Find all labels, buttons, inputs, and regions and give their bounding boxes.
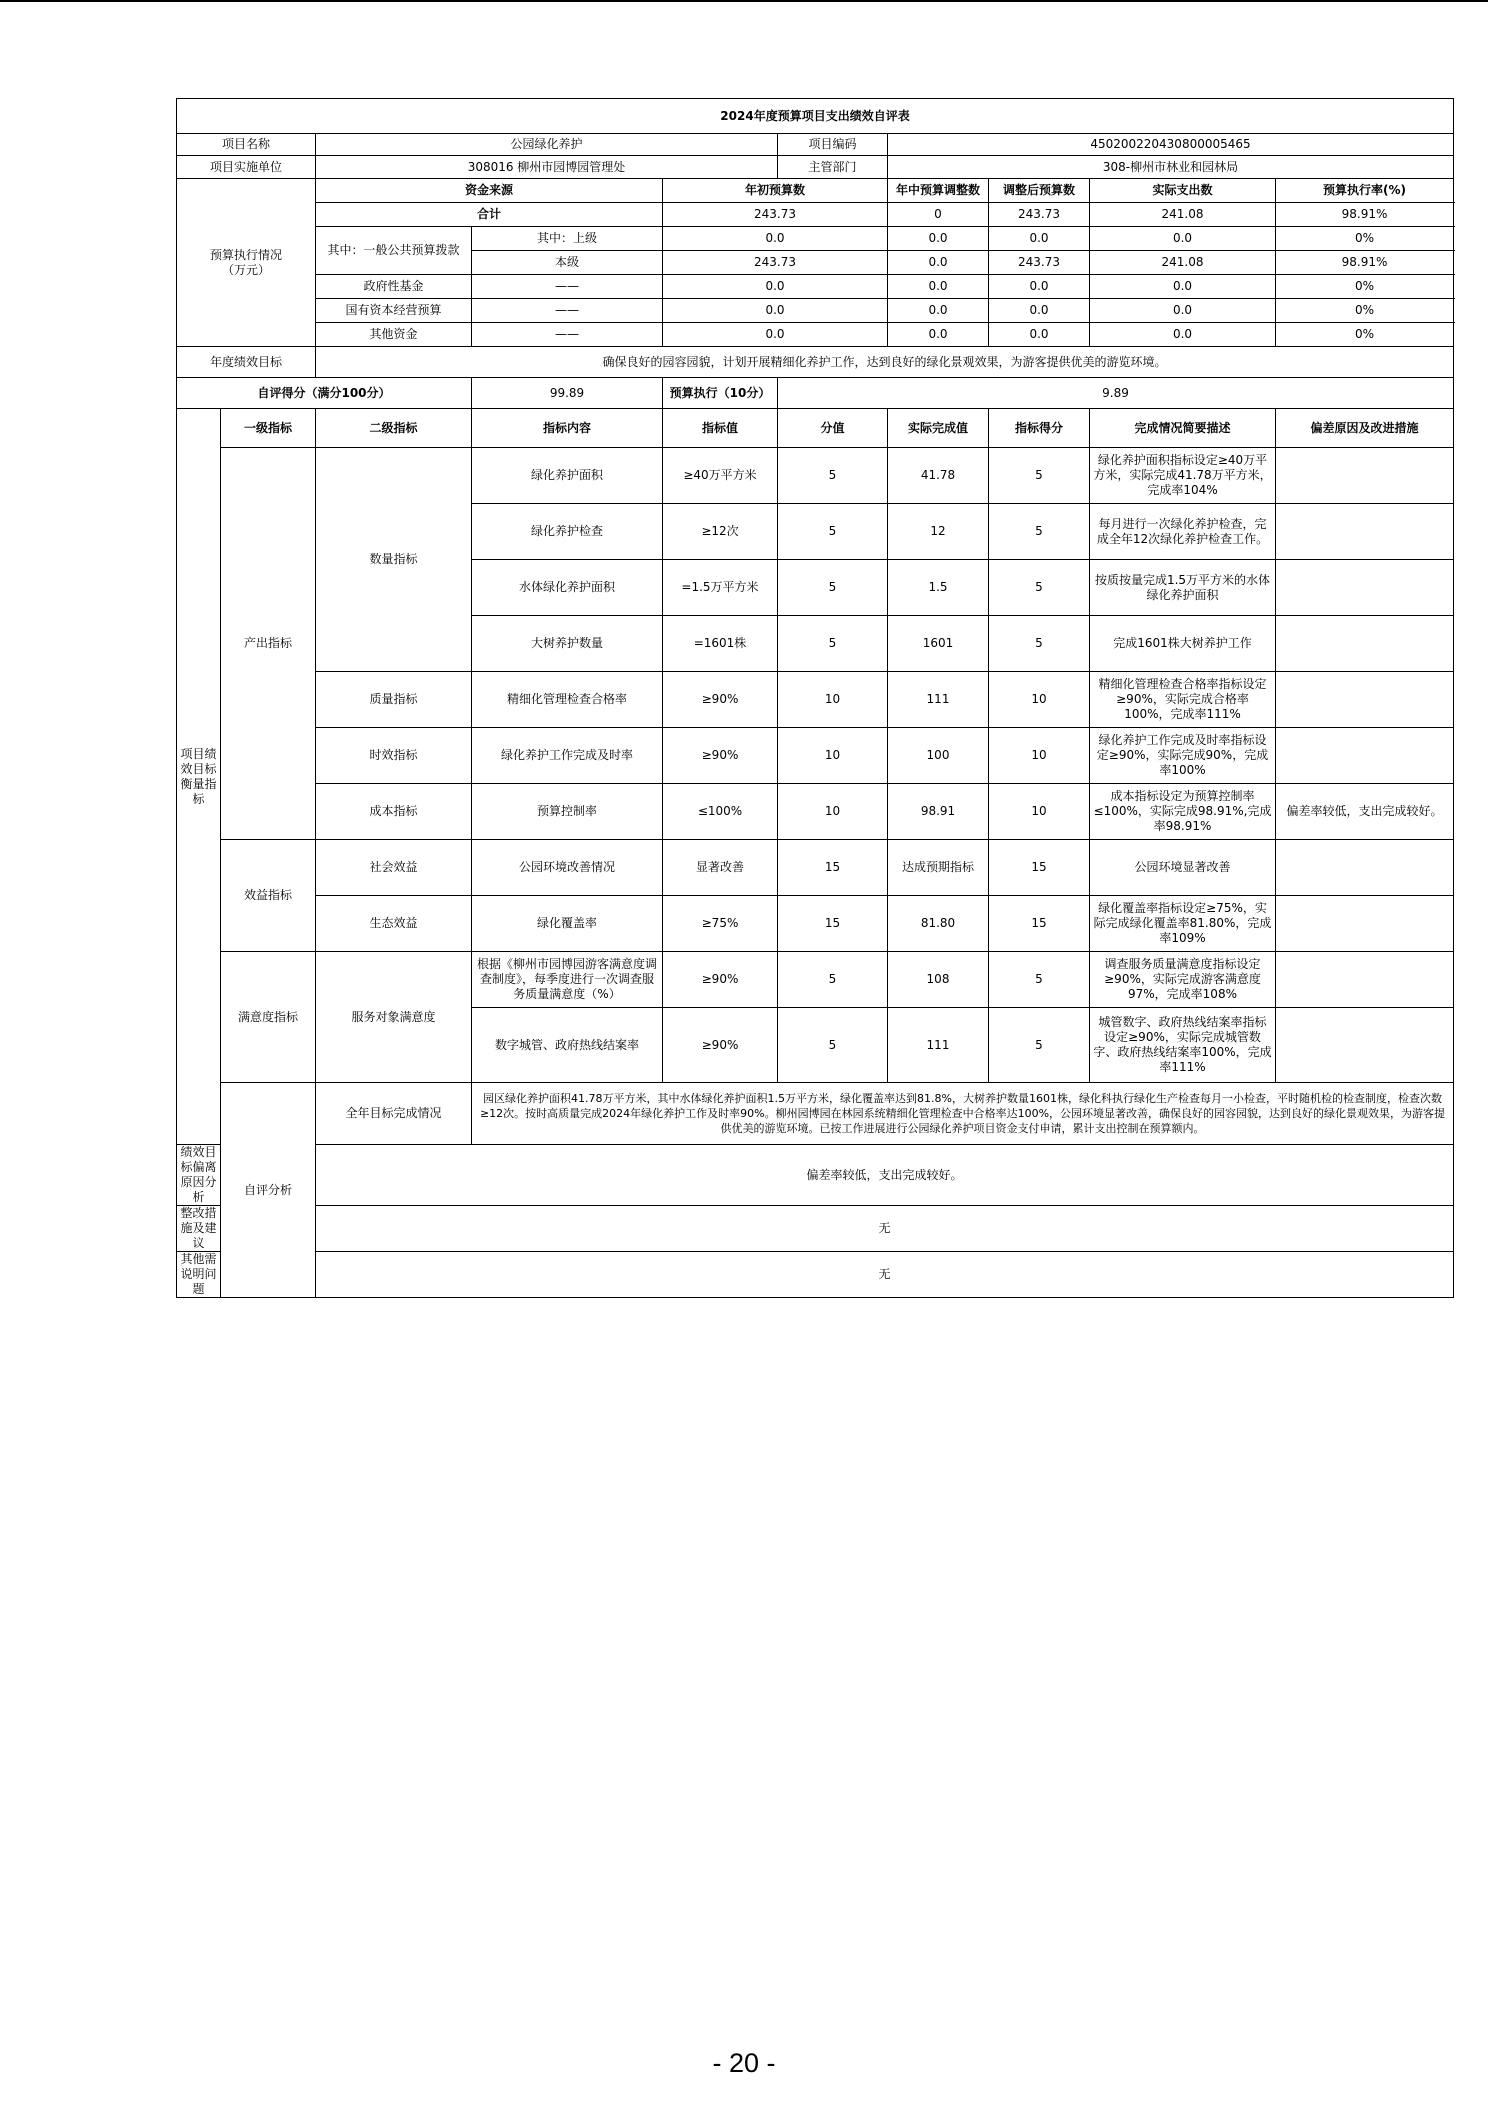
header-reason: 偏差原因及改进措施 [1276, 409, 1454, 448]
indicator-row [177, 840, 1454, 896]
top-border-line [0, 0, 1488, 2]
budget-cell: 0% [1276, 323, 1454, 347]
budget-cell: 243.73 [663, 203, 888, 227]
indicator-content: 公园环境改善情况 [472, 840, 663, 896]
indicator-row [177, 896, 1454, 952]
indicator-target: ≥90% [663, 672, 778, 728]
budget-cell: 0.0 [888, 251, 989, 275]
indicator-weight: 5 [778, 1008, 888, 1083]
indicator-target: ≥12次 [663, 504, 778, 560]
analysis-row [177, 1083, 1454, 1145]
budget-cell: 0.0 [663, 299, 888, 323]
budget-local-label: 本级 [472, 251, 663, 275]
indicator-content: 大树养护数量 [472, 616, 663, 672]
analysis-item-label: 绩效目标偏离原因分析 [177, 1145, 221, 1206]
indicator-actual: 108 [888, 952, 989, 1008]
indicator-target: =1.5万平方米 [663, 560, 778, 616]
analysis-item-label: 全年目标完成情况 [316, 1083, 472, 1145]
indicator-target: =1601株 [663, 616, 778, 672]
unit-value: 308016 柳州市园博园管理处 [316, 156, 778, 179]
indicator-weight: 10 [778, 672, 888, 728]
indicator-desc: 公园环境显著改善 [1090, 840, 1276, 896]
budget-cell: 0.0 [1090, 299, 1276, 323]
self-analysis-label: 自评分析 [221, 1083, 316, 1298]
budget-cell: 243.73 [989, 203, 1090, 227]
self-score-label: 自评得分（满分100分） [177, 378, 472, 409]
dash-cell: —— [472, 323, 663, 347]
budget-cell: 0.0 [663, 275, 888, 299]
indicator-desc: 调查服务质量满意度指标设定≥90%，实际完成游客满意度97%，完成率108% [1090, 952, 1276, 1008]
indicator-reason [1276, 448, 1454, 504]
budget-cell: 0.0 [888, 227, 989, 251]
header-score: 指标得分 [989, 409, 1090, 448]
header-target: 指标值 [663, 409, 778, 448]
budget-header-adjustment: 年中预算调整数 [888, 179, 989, 203]
header-desc: 完成情况简要描述 [1090, 409, 1276, 448]
indicator-weight: 15 [778, 896, 888, 952]
indicator-desc: 绿化覆盖率指标设定≥75%，实际完成绿化覆盖率81.80%，完成率109% [1090, 896, 1276, 952]
budget-other-row [177, 323, 1454, 347]
indicator-reason [1276, 840, 1454, 896]
indicator-desc: 绿化养护面积指标设定≥40万平方米，实际完成41.78万平方米，完成率104% [1090, 448, 1276, 504]
level2-ecological: 生态效益 [316, 896, 472, 952]
budget-exec-value: 9.89 [778, 378, 1454, 409]
dept-value: 308-柳州市林业和园林局 [888, 156, 1454, 179]
indicator-target: ≥90% [663, 952, 778, 1008]
indicator-reason [1276, 952, 1454, 1008]
indicator-actual: 41.78 [888, 448, 989, 504]
indicator-actual: 111 [888, 672, 989, 728]
unit-label: 项目实施单位 [177, 156, 316, 179]
indicator-score: 5 [989, 448, 1090, 504]
indicator-score: 10 [989, 728, 1090, 784]
budget-cell: 0.0 [1090, 227, 1276, 251]
indicator-content: 数字城管、政府热线结案率 [472, 1008, 663, 1083]
indicator-target: ≥40万平方米 [663, 448, 778, 504]
indicator-desc: 每月进行一次绿化养护检查，完成全年12次绿化养护检查工作。 [1090, 504, 1276, 560]
project-name-value: 公园绿化养护 [316, 134, 778, 156]
dash-cell: —— [472, 299, 663, 323]
indicator-weight: 15 [778, 840, 888, 896]
level1-output: 产出指标 [221, 448, 316, 840]
indicator-desc: 绿化养护工作完成及时率指标设定≥90%，实际完成90%，完成率100% [1090, 728, 1276, 784]
budget-header-row [177, 179, 1454, 203]
level2-quality: 质量指标 [316, 672, 472, 728]
budget-upper-label: 其中：上级 [472, 227, 663, 251]
other-fund-label: 其他资金 [316, 323, 472, 347]
budget-header-source: 资金来源 [316, 179, 663, 203]
indicator-weight: 10 [778, 728, 888, 784]
indicator-row [177, 784, 1454, 840]
indicator-target: ≥90% [663, 1008, 778, 1083]
indicator-content: 水体绿化养护面积 [472, 560, 663, 616]
indicator-desc: 城管数字、政府热线结案率指标设定≥90%，实际完成城管数字、政府热线结案率100%，完成率111% [1090, 1008, 1276, 1083]
indicator-actual: 100 [888, 728, 989, 784]
indicator-content: 绿化覆盖率 [472, 896, 663, 952]
evaluation-form [176, 98, 1453, 1298]
budget-section-label: 预算执行情况 （万元） [177, 179, 316, 347]
budget-cell: 0.0 [989, 227, 1090, 251]
indicator-reason [1276, 1008, 1454, 1083]
budget-header-adjusted: 调整后预算数 [989, 179, 1090, 203]
budget-cell: 0.0 [989, 275, 1090, 299]
budget-exec-label: 预算执行（10分） [663, 378, 778, 409]
indicator-target: 显著改善 [663, 840, 778, 896]
indicator-reason [1276, 672, 1454, 728]
budget-total-row [177, 203, 1454, 227]
indicator-desc: 按质按量完成1.5万平方米的水体绿化养护面积 [1090, 560, 1276, 616]
analysis-item-text: 无 [316, 1206, 1454, 1252]
indicator-score: 5 [989, 952, 1090, 1008]
indicator-desc: 完成1601株大树养护工作 [1090, 616, 1276, 672]
indicator-reason [1276, 504, 1454, 560]
header-level2: 二级指标 [316, 409, 472, 448]
score-row [177, 378, 1454, 409]
unit-row [177, 156, 1454, 179]
state-capital-label: 国有资本经营预算 [316, 299, 472, 323]
dept-label: 主管部门 [778, 156, 888, 179]
level2-cost: 成本指标 [316, 784, 472, 840]
budget-header-initial: 年初预算数 [663, 179, 888, 203]
budget-cell: 0.0 [1090, 323, 1276, 347]
level2-quantity: 数量指标 [316, 448, 472, 672]
budget-cell: 243.73 [663, 251, 888, 275]
indicator-row [177, 672, 1454, 728]
indicator-section-label: 项目绩效目标衡量指标 [177, 409, 221, 1145]
indicator-row [177, 952, 1454, 1008]
budget-total-label: 合计 [316, 203, 663, 227]
indicator-score: 10 [989, 784, 1090, 840]
indicator-score: 5 [989, 560, 1090, 616]
indicator-score: 10 [989, 672, 1090, 728]
indicator-reason [1276, 896, 1454, 952]
indicator-weight: 10 [778, 784, 888, 840]
indicator-content: 绿化养护面积 [472, 448, 663, 504]
budget-cell: 243.73 [989, 251, 1090, 275]
header-content: 指标内容 [472, 409, 663, 448]
analysis-item-label: 整改措施及建议 [177, 1206, 221, 1252]
project-name-label: 项目名称 [177, 134, 316, 156]
indicator-weight: 5 [778, 560, 888, 616]
budget-cell: 241.08 [1090, 251, 1276, 275]
budget-cell: 0 [888, 203, 989, 227]
budget-state-capital-row [177, 299, 1454, 323]
budget-header-actual: 实际支出数 [1090, 179, 1276, 203]
analysis-item-label: 其他需说明问题 [177, 1252, 221, 1298]
indicator-actual: 达成预期指标 [888, 840, 989, 896]
budget-cell: 0.0 [663, 323, 888, 347]
indicator-weight: 5 [778, 448, 888, 504]
general-budget-label: 其中：一般公共预算拨款 [316, 227, 472, 275]
indicator-content: 根据《柳州市园博园游客满意度调查制度》，每季度进行一次调查服务质量满意度（%） [472, 952, 663, 1008]
indicator-desc: 精细化管理检查合格率指标设定≥90%，实际完成合格率100%，完成率111% [1090, 672, 1276, 728]
indicator-score: 5 [989, 1008, 1090, 1083]
header-level1: 一级指标 [221, 409, 316, 448]
indicator-content: 精细化管理检查合格率 [472, 672, 663, 728]
indicator-weight: 5 [778, 952, 888, 1008]
indicator-score: 5 [989, 504, 1090, 560]
level2-timeliness: 时效指标 [316, 728, 472, 784]
budget-cell: 0.0 [663, 227, 888, 251]
budget-cell: 0.0 [888, 275, 989, 299]
annual-goal-text: 确保良好的园容园貌，计划开展精细化养护工作，达到良好的绿化景观效果，为游客提供优美的游览环境。 [316, 347, 1454, 378]
indicator-actual: 111 [888, 1008, 989, 1083]
indicator-target: ≤100% [663, 784, 778, 840]
gov-fund-label: 政府性基金 [316, 275, 472, 299]
indicator-content: 绿化养护检查 [472, 504, 663, 560]
budget-cell: 0.0 [989, 299, 1090, 323]
analysis-row [177, 1252, 1454, 1298]
analysis-row [177, 1206, 1454, 1252]
budget-cell: 98.91% [1276, 203, 1454, 227]
annual-goal-label: 年度绩效目标 [177, 347, 316, 378]
analysis-item-text: 园区绿化养护面积41.78万平方米，其中水体绿化养护面积1.5万平方米，绿化覆盖率达到81.8%，大树养护数量1601株，绿化科执行绿化生产检查每月一小检查，平时随机检的检查制度，检查次数≥12次。按时高质量完成2024年绿化养护工作及时率90%。柳州园博园在林园系统精细化管理检查中合格率达100%，公园环境显著改善，确保良好的园容园貌，达到良好的绿化景观效果，为游客提供优美的游览环境。已按工作进展进行公园绿化养护项目资金支付申请，累计支出控制在预算额内。 [472, 1083, 1454, 1145]
header-weight: 分值 [778, 409, 888, 448]
evaluation-table [176, 98, 1454, 1298]
indicator-actual: 1.5 [888, 560, 989, 616]
project-code-label: 项目编码 [778, 134, 888, 156]
indicator-actual: 1601 [888, 616, 989, 672]
indicator-reason [1276, 616, 1454, 672]
page-number: - 20 - [712, 2048, 776, 2078]
budget-cell: 0% [1276, 227, 1454, 251]
header-actual: 实际完成值 [888, 409, 989, 448]
project-code-value: 450200220430800005465 [888, 134, 1454, 156]
indicator-reason: 偏差率较低，支出完成较好。 [1276, 784, 1454, 840]
indicator-actual: 81.80 [888, 896, 989, 952]
budget-cell: 98.91% [1276, 251, 1454, 275]
indicator-weight: 5 [778, 616, 888, 672]
indicator-score: 15 [989, 840, 1090, 896]
budget-cell: 0.0 [888, 323, 989, 347]
budget-cell: 0% [1276, 275, 1454, 299]
indicator-row [177, 728, 1454, 784]
indicator-reason [1276, 728, 1454, 784]
project-name-row [177, 134, 1454, 156]
indicator-actual: 98.91 [888, 784, 989, 840]
form-title: 2024年度预算项目支出绩效自评表 [177, 99, 1454, 134]
analysis-item-text: 无 [316, 1252, 1454, 1298]
analysis-row [177, 1145, 1454, 1206]
annual-goal-row [177, 347, 1454, 378]
budget-cell: 0.0 [1090, 275, 1276, 299]
budget-upper-row [177, 227, 1454, 251]
self-score-value: 99.89 [472, 378, 663, 409]
analysis-item-text: 偏差率较低，支出完成较好。 [316, 1145, 1454, 1206]
indicator-reason [1276, 560, 1454, 616]
budget-header-rate: 预算执行率(%) [1276, 179, 1454, 203]
budget-cell: 0.0 [888, 299, 989, 323]
budget-cell: 0.0 [989, 323, 1090, 347]
level1-benefit: 效益指标 [221, 840, 316, 952]
indicator-weight: 5 [778, 504, 888, 560]
budget-cell: 0% [1276, 299, 1454, 323]
indicator-score: 5 [989, 616, 1090, 672]
indicator-target: ≥90% [663, 728, 778, 784]
indicator-header-row [177, 409, 1454, 448]
indicator-content: 绿化养护工作完成及时率 [472, 728, 663, 784]
budget-gov-fund-row [177, 275, 1454, 299]
indicator-actual: 12 [888, 504, 989, 560]
level1-satisfaction: 满意度指标 [221, 952, 316, 1083]
indicator-content: 预算控制率 [472, 784, 663, 840]
indicator-row [177, 448, 1454, 504]
indicator-score: 15 [989, 896, 1090, 952]
indicator-desc: 成本指标设定为预算控制率≤100%，实际完成98.91%,完成率98.91% [1090, 784, 1276, 840]
level2-service: 服务对象满意度 [316, 952, 472, 1083]
budget-cell: 241.08 [1090, 203, 1276, 227]
indicator-target: ≥75% [663, 896, 778, 952]
level2-social: 社会效益 [316, 840, 472, 896]
dash-cell: —— [472, 275, 663, 299]
